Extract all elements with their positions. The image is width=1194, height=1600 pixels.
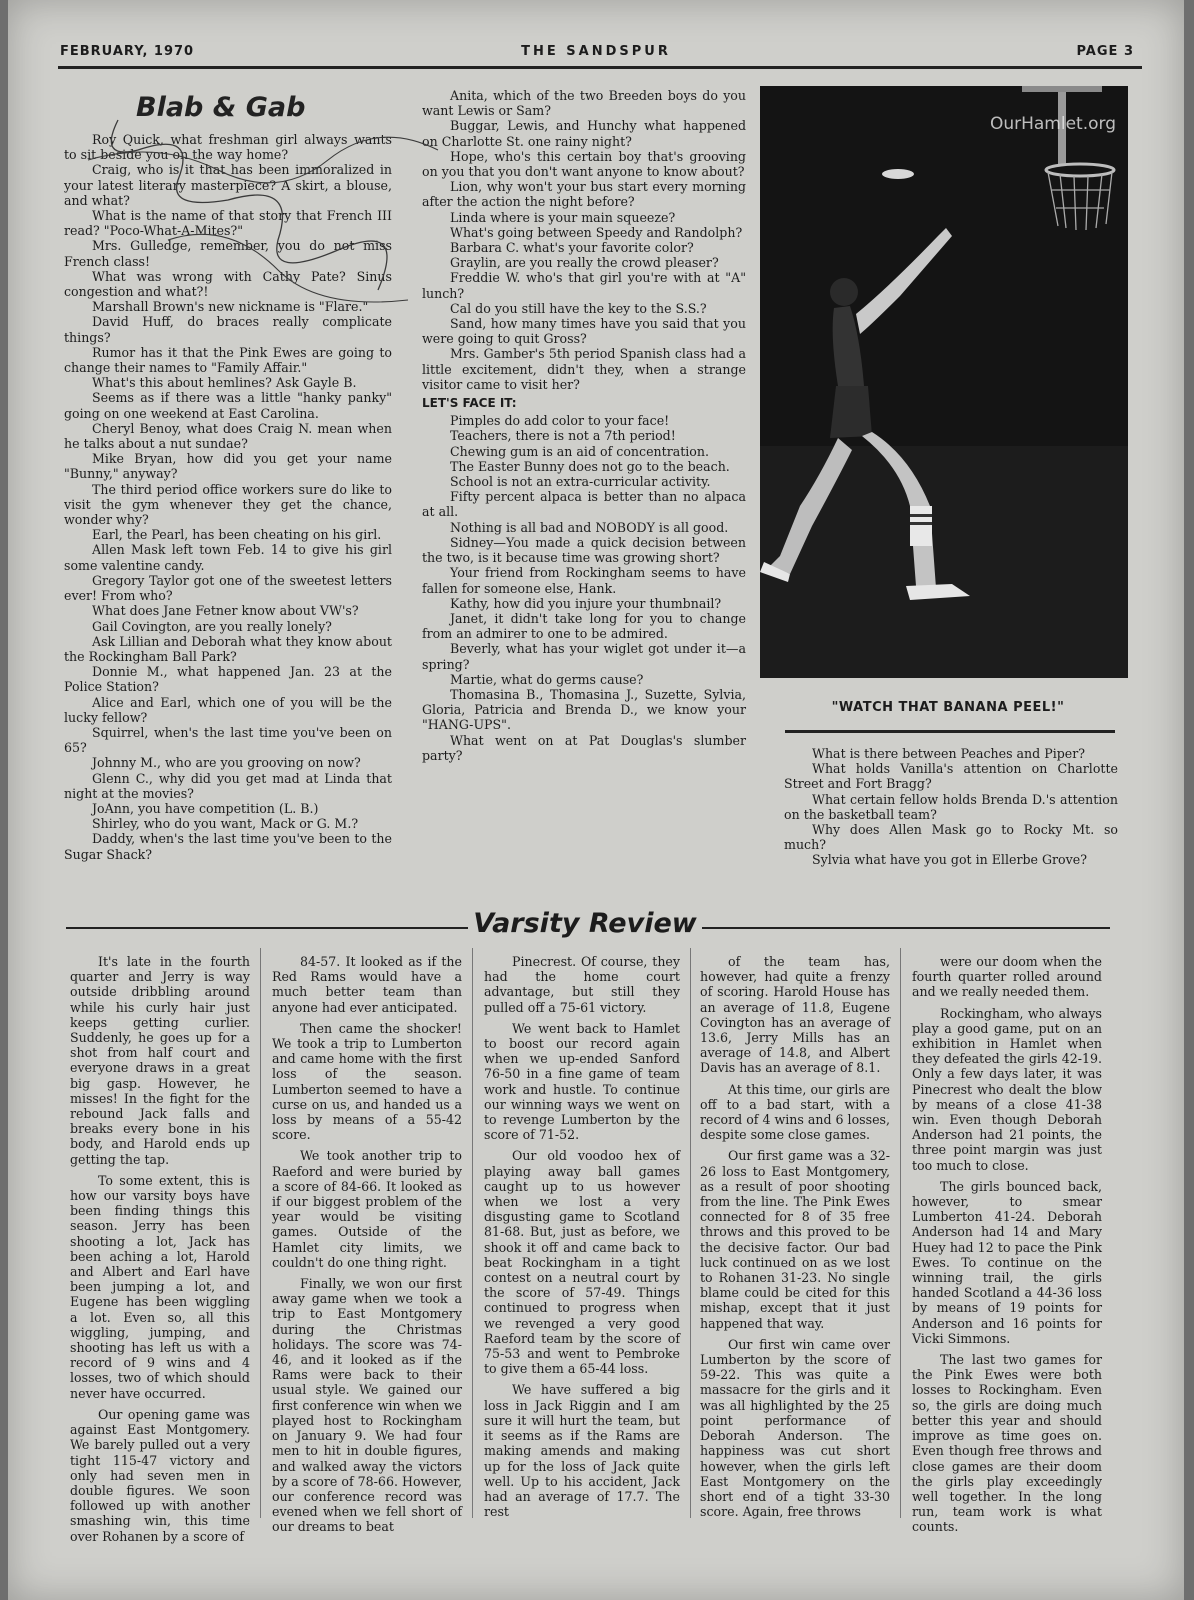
gossip-item: Seems as if there was a little "hanky panky" going on one weekend at East Carolina. [64,390,392,421]
basketball-photo [760,86,1128,678]
gossip-item: Mrs. Gulledge, remember, you do not miss French class! [64,238,392,269]
article-paragraph: Our old voodoo hex of playing away ball games caught up to us however when we lost a very disgusting game to Scotland 81-68. But, just as before, we shook it off and came back to beat Rockingham in a tight contest on a neutral court by the score of 57-49. Things continued to progress when we revenged a very good Raeford team by the score of 75-53 and went to Pembroke to give them a 65-44 loss. [484,1148,680,1377]
lets-face-it-item: Nothing is all bad and NOBODY is all good. [450,519,729,535]
blab-column-2 [422,88,746,763]
article-paragraph: Then came the shocker! We took a trip to Lumberton and came home with the first loss of the season. Lumberton seemed to have a curse on us, and handed us a loss by means of a 55-42 score. [272,1020,462,1143]
gossip-item: What certain fellow holds Brenda D.'s attention on the basketball team? [784,791,1118,822]
lets-face-it-item: Fifty percent alpaca is better than no alpaca at all. [422,489,746,520]
gossip-item: What does Jane Fetner know about VW's? [92,603,359,619]
gossip-item: Lion, why won't your bus start every morning after the action the night before? [422,179,746,210]
page-number: PAGE 3 [1076,44,1134,59]
article-paragraph: of the team has, however, had quite a frenzy of scoring. Harold House has an average of 11.8, Eugene Covington has an average of 13.6, Jerry Mills has an average of 14.8, and Albert Davis has an average of 8.1. [700,954,890,1076]
article-paragraph: Rockingham, who always play a good game, put on an exhibition in Hamlet when they defeated the girls 42-19. Only a few days later, it was Pinecrest who dealt the blow by means of a close 41-38 win. Even though Deborah Anderson had 21 points, the three point margin was just too much to close. [912,1005,1102,1173]
blab-column-2-questions [422,88,746,392]
newspaper-title: THE SANDSPUR [521,44,671,59]
gossip-item: What's this about hemlines? Ask Gayle B. [92,375,357,391]
gossip-item: Graylin, are you really the crowd pleaser? [450,255,719,271]
lets-face-it-list [422,413,746,535]
lets-face-it-heading: LET'S FACE IT: [422,396,517,411]
article-paragraph: Our opening game was against East Montgomery. We barely pulled out a very tight 115-47 victory and only had seven men in double figures. We soon followed up with another smashing win, this time over Rohanen by a score of [70,1406,250,1544]
gossip-item: What is there between Peaches and Piper? [812,746,1086,761]
photo-caption: "WATCH THAT BANANA PEEL!" [831,700,1065,715]
gossip-item: Donnie M., what happened Jan. 23 at the Police Station? [64,664,392,695]
gossip-item: Daddy, when's the last time you've been to the Sugar Shack? [64,831,392,862]
varsity-column-4 [700,954,890,1525]
gossip-item: Cal do you still have the key to the S.S.? [450,300,707,316]
gossip-item: Gregory Taylor got one of the sweetest letters ever! From who? [64,572,392,604]
lets-face-it-item: School is not an extra-curricular activity. [450,474,711,490]
column-divider [472,948,473,1518]
gossip-item: What holds Vanilla's attention on Charlotte Street and Fort Bragg? [784,761,1118,792]
newspaper-page [8,0,1184,1600]
article-paragraph: 84-57. It looked as if the Red Rams would have a much better team than anyone had ever anticipated. [272,954,462,1015]
gossip-item: JoAnn, you have competition (L. B.) [92,800,319,816]
column-divider [690,948,691,1518]
gossip-item: Squirrel, when's the last time you've been on 65? [64,724,392,756]
varsity-column-2 [272,954,462,1541]
article-paragraph: Finally, we won our first away game when we took a trip to East Montgomery during the Christmas holidays. The score was 74-46, and it looked as if the Rams were back to their usual style. We gained our first conference win when we played host to Rockingham on January 9. We had four men to hit in double figures, and walked away the victors by a score of 78-66. However, our conference record was evened when we fell short of our dreams to beat [272,1276,462,1535]
gossip-item: Ask Lillian and Deborah what they know about the Rockingham Ball Park? [64,633,392,664]
blab-gab-title: Blab & Gab [136,92,306,123]
gossip-item: Johnny M., who are you grooving on now? [92,755,361,771]
blab-column-1 [64,132,392,862]
gossip-item: Buggar, Lewis, and Hunchy what happened on Charlotte St. one rainy night? [422,118,746,149]
gossip-item: Mike Bryan, how did you get your name "Bunny," anyway? [64,451,392,482]
article-paragraph: At this time, our girls are off to a bad start, with a record of 4 wins and 6 losses, despite some close games. [700,1081,890,1143]
gossip-item: Cheryl Benoy, what does Craig N. mean when he talks about a nut sundae? [64,420,392,452]
article-paragraph: We took another trip to Raeford and were buried by a score of 84-66. It looked as if our biggest problem of the year would be visiting games. Outside of the Hamlet city limits, we couldn't do one thing right. [272,1148,462,1270]
gossip-item: Thomasina B., Thomasina J., Suzette, Sylvia, Gloria, Patricia and Brenda D., we know your "HANG-UPS". [422,686,746,733]
gossip-item: Your friend from Rockingham seems to have fallen for someone else, Hank. [422,565,746,596]
issue-date: FEBRUARY, 1970 [60,44,195,59]
gossip-item: Kathy, how did you injure your thumbnail? [450,595,722,611]
gossip-item: Sand, how many times have you said that you were going to quit Gross? [422,316,746,347]
gossip-item: Rumor has it that the Pink Ewes are going to change their names to "Family Affair." [64,344,392,376]
varsity-column-3 [484,954,680,1525]
gossip-item: Allen Mask left town Feb. 14 to give his girl some valentine candy. [64,542,392,573]
gossip-item: Mrs. Gamber's 5th period Spanish class had a little excitement, didn't they, when a strange visitor came to visit her? [422,346,746,392]
blab-column-2-more [422,535,746,763]
varsity-rule-right [702,927,1110,929]
article-paragraph: Our first win came over Lumberton by the score of 59-22. This was quite a massacre for the girls and it was all highlighted by the 25 point performance of Deborah Anderson. The happiness was cut short however, when the girls left East Montgomery on the short end of a tight 33-30 score. Again, free throws [700,1336,890,1520]
article-paragraph: To some extent, this is how our varsity boys have been finding things this season. Jerry has been shooting a lot, Jack has been aching a lot, Harold and Albert and Earl have been jumping a lot, and Eugene has been wiggling a lot. Even so, all this wiggling, jumping, and shooting has left us with a record of 9 wins and 4 losses, two of which should never have occurred. [70,1172,250,1401]
gossip-item: Sidney—You made a quick decision between the two, is it because time was growing short? [422,534,746,566]
gossip-item: What's going between Speedy and Randolph? [450,224,743,240]
gossip-item: What was wrong with Cathy Pate? Sinus congestion and what?! [64,268,392,300]
masthead [8,44,1184,64]
lets-face-it-item: Teachers, there is not a 7th period! [450,428,676,444]
gossip-item: Janet, it didn't take long for you to change from an admirer to one to be admired. [422,610,746,642]
gossip-item: Freddie W. who's that girl you're with at "A" lunch? [422,270,746,301]
varsity-column-5 [912,954,1102,1541]
article-paragraph: It's late in the fourth quarter and Jerry is way outside dribbling around while his curly hair just keeps getting curlier. Suddenly, he goes up for a shot from half court and everyone draws in a great big gasp. However, he misses! In the fight for the rebound Jack falls and breaks every bone in his body, and Harold ends up getting the tap. [70,954,250,1167]
gossip-item: Hope, who's this certain boy that's grooving on you that you don't want anyone to know about? [422,148,746,180]
lets-face-it-item: Chewing gum is an aid of concentration. [450,443,710,459]
gossip-item: Roy Quick, what freshman girl always wants to sit beside you on the way home? [64,132,392,163]
caption-rule [785,730,1115,733]
watermark-text: OurHamlet.org [989,114,1116,134]
gossip-item: Glenn C., why did you get mad at Linda that night at the movies? [64,770,392,801]
gossip-item: Martie, what do germs cause? [450,671,644,687]
gossip-item: Marshall Brown's new nickname is "Flare." [92,299,369,315]
gossip-item: The third period office workers sure do like to visit the gym whenever they get the chance, wonder why? [64,481,392,528]
varsity-review-title: Varsity Review [473,908,697,939]
gossip-item: Why does Allen Mask go to Rocky Mt. so much? [784,822,1118,853]
lets-face-it-item: The Easter Bunny does not go to the beach. [450,458,730,474]
gossip-item: Craig, who is it that has been immoralized in your latest literary masterpiece? A skirt, a blouse, and what? [64,162,392,208]
blab-column-3 [784,746,1118,868]
masthead-rule [58,66,1142,69]
gossip-item: Shirley, who do you want, Mack or G. M.? [92,816,359,832]
gossip-item: Anita, which of the two Breeden boys do you want Lewis or Sam? [422,88,746,119]
column-divider [260,948,261,1518]
gossip-item: Alice and Earl, which one of you will be the lucky fellow? [64,694,392,725]
gossip-item: Beverly, what has your wiglet got under it—a spring? [422,641,746,672]
varsity-rule-left [66,927,468,929]
gossip-item: Linda where is your main squeeze? [450,209,676,225]
article-paragraph: We have suffered a big loss in Jack Riggin and I am sure it will hurt the team, but it seems as if the Rams are making amends and making up for the loss of Jack quite well. Up to his accident, Jack had an average of 17.7. The rest [484,1382,680,1520]
gossip-item: Earl, the Pearl, has been cheating on his girl. [92,527,382,543]
varsity-column-1 [70,954,250,1550]
column-divider [900,948,901,1518]
player-leaping-image [760,86,1128,678]
gossip-item: What is the name of that story that French III read? "Poco-What-A-Mites?" [64,208,392,239]
article-paragraph: The last two games for the Pink Ewes were both losses to Rockingham. Even so, the girls are doing much better this year and should improve as time goes on. Even though free throws and close games are their doom the girls play exceedingly well together. In the long run, team work is what counts. [912,1352,1102,1535]
article-paragraph: We went back to Hamlet to boost our record again when we up-ended Sanford 76-50 in a fine game of team work and hustle. To continue our winning ways we went on to revenge Lumberton by the score of 71-52. [484,1020,680,1143]
gossip-item: Gail Covington, are you really lonely? [92,618,332,634]
article-paragraph: were our doom when the fourth quarter rolled around and we really needed them. [912,954,1102,1000]
gossip-item: Sylvia what have you got in Ellerbe Grove? [812,852,1087,868]
gossip-item: David Huff, do braces really complicate things? [64,314,392,345]
lets-face-it-item: Pimples do add color to your face! [450,413,670,429]
gossip-item: Barbara C. what's your favorite color? [450,240,694,256]
article-paragraph: The girls bounced back, however, to smear Lumberton 41-24. Deborah Anderson had 14 and Mary Huey had 12 to pace the Pink Ewes. To continue on the winning trail, the girls handed Scotland a 44-36 loss by means of 19 points for Anderson and 16 points for Vicki Simmons. [912,1178,1102,1346]
article-paragraph: Our first game was a 32-26 loss to East Montgomery, as a result of poor shooting from the line. The Pink Ewes connected for 8 of 35 free throws and this proved to be the decisive factor. Our bad luck continued on as we lost to Rohanen 31-23. No single blame could be cited for this mishap, except that it just happened that way. [700,1148,890,1331]
article-paragraph: Pinecrest. Of course, they had the home court advantage, but still they pulled off a 75-61 victory. [484,954,680,1015]
gossip-item: What went on at Pat Douglas's slumber party? [422,732,746,763]
